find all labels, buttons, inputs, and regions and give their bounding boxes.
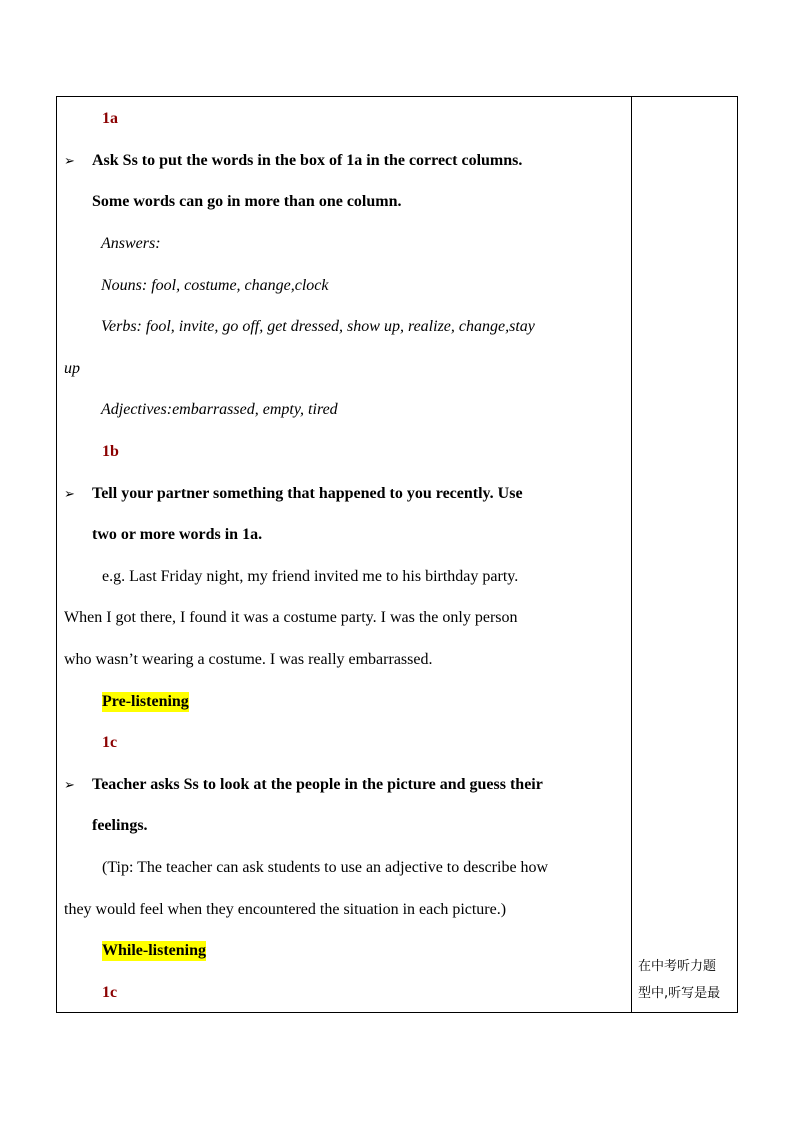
arrow-bullet-icon: ➢ (64, 777, 75, 792)
instruction-1a-line1: Ask Ss to put the words in the box of 1a in the correct columns. (92, 152, 523, 169)
instruction-1a-line2: Some words can go in more than one column. (92, 193, 402, 210)
side-note-line1: 在中考听力题 (638, 959, 717, 974)
answers-label: Answers: (101, 235, 161, 252)
pre-listening-heading: Pre-listening (102, 693, 189, 710)
tip-line2: they would feel when they encountered the situation in each picture.) (64, 901, 507, 918)
nouns-answer: Nouns: fool, costume, change,clock (101, 277, 329, 294)
tip-line1: (Tip: The teacher can ask students to use an adjective to describe how (102, 859, 549, 876)
section-label-1c: 1c (102, 734, 118, 751)
instruction-1b-line1: Tell your partner something that happened to you recently. Use (92, 485, 523, 502)
arrow-bullet-icon: ➢ (64, 153, 75, 168)
arrow-bullet-icon: ➢ (64, 486, 75, 501)
verbs-answer-line2: up (64, 360, 80, 377)
side-notes-cell (632, 97, 737, 1012)
section-label-1b: 1b (102, 443, 119, 460)
section-label-1c-second: 1c (102, 984, 118, 1001)
instruction-1c-line2: feelings. (92, 817, 148, 834)
example-line1: e.g. Last Friday night, my friend invited me to his birthday party. (102, 568, 519, 585)
side-note-line2: 型中,听写是最 (638, 986, 721, 1001)
example-line3: who wasn’t wearing a costume. I was really embarrassed. (64, 651, 433, 668)
section-label-1a: 1a (102, 110, 118, 127)
while-listening-heading: While-listening (102, 942, 207, 959)
lesson-content-cell (57, 97, 631, 1012)
example-line2: When I got there, I found it was a costume party. I was the only person (64, 609, 518, 626)
verbs-answer-line1: Verbs: fool, invite, go off, get dressed, show up, realize, change,stay (101, 318, 535, 335)
adjectives-answer: Adjectives:embarrassed, empty, tired (101, 401, 338, 418)
lesson-table (56, 96, 738, 1013)
instruction-1c-line1: Teacher asks Ss to look at the people in the picture and guess their (92, 776, 543, 793)
instruction-1b-line2: two or more words in 1a. (92, 526, 263, 543)
